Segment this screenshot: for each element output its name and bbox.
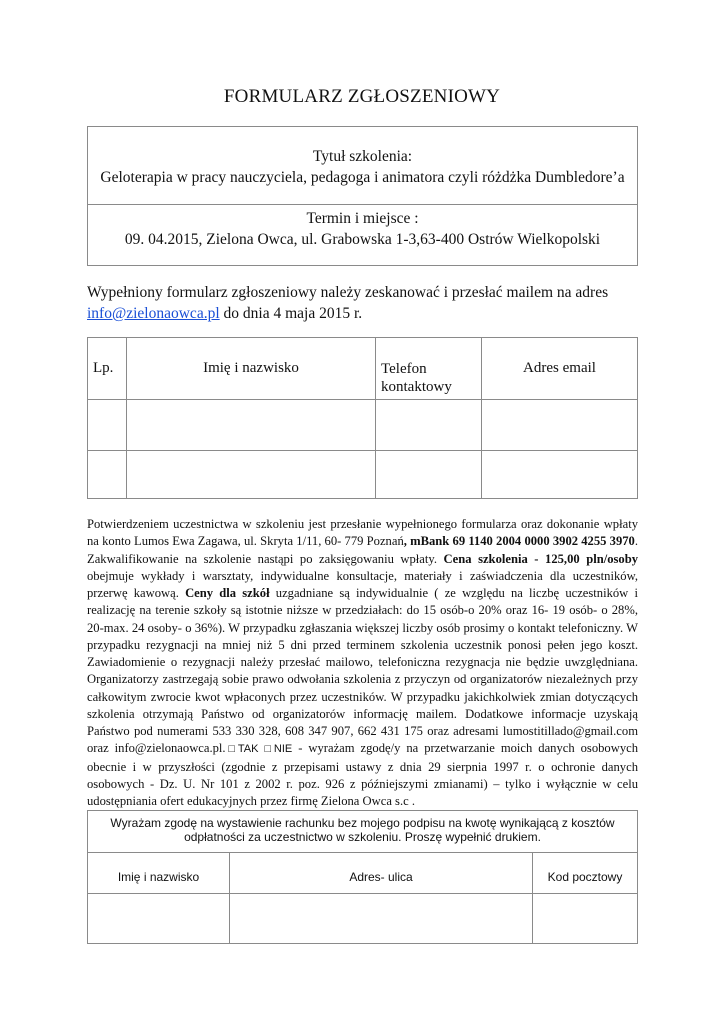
table-header-row <box>88 338 638 400</box>
terms-paragraph <box>87 516 638 810</box>
cell-phone[interactable] <box>376 451 482 499</box>
cell-email[interactable] <box>482 400 638 451</box>
email-link[interactable]: info@zielonaowca.pl <box>87 305 220 322</box>
table-row <box>88 451 638 499</box>
table-row <box>88 400 638 451</box>
training-price: Cena szkolenia - 125,00 pln/osoby <box>443 551 638 566</box>
term-value: 09. 04.2015, Zielona Owca, ul. Grabowska 1-3,63-400 Ostrów Wielkopolski <box>124 231 601 248</box>
invoice-cell-name[interactable] <box>88 894 230 944</box>
header-lp: Lp. <box>88 338 127 400</box>
training-name: Geloterapia w pracy nauczyciela, pedagoga i animatora czyli różdżka Dumbledore’a <box>100 169 625 186</box>
cell-lp[interactable] <box>88 451 127 499</box>
invoice-header-street: Adres- ulica <box>230 853 533 894</box>
terms-text-5: - wyrażam zgodę/y na przetwarzanie moich danych osobowych obecnie i w przyszłości (zgodnie z przepisami ustawy z dnia 29 sierpnia 1997 r. o ochronie danych osobowych - Dz. U. Nr 101 z 2002 r. poz. 926 z późniejszymi zmianami) – tylko i wyłącznie w celu udostępniania ofert edukacyjnych przez firmę Zielona Owca s.c . <box>87 741 638 808</box>
consent-yes-label: TAK <box>237 743 259 756</box>
training-label: Tytuł szkolenia: <box>312 148 413 165</box>
header-name: Imię i nazwisko <box>127 338 376 400</box>
cell-email[interactable] <box>482 451 638 499</box>
instruction-deadline: do dnia 4 maja 2015 r. <box>219 305 363 322</box>
cell-phone[interactable] <box>376 400 482 451</box>
consent-no-label: NIE <box>273 743 293 756</box>
header-phone: Telefon kontaktowy <box>376 338 482 400</box>
school-prices: Ceny dla szkół <box>185 586 270 600</box>
terms-text-2: . Zakwalifikowanie na szkolenie nastąpi po zaksięgowaniu wpłaty. <box>87 534 638 566</box>
training-info-box <box>87 126 638 266</box>
instruction-text: Wypełniony formularz zgłoszeniowy należy zeskanować i przesłać mailem na adres <box>87 284 609 301</box>
term-section <box>88 205 637 265</box>
terms-text-3: obejmuje wykłady i warsztaty, indywidualne konsultacje, materiały i zaświadczenia dla uczestników, przerwę kawową. <box>87 568 638 600</box>
invoice-consent: Wyrażam zgodę na wystawienie rachunku bez mojego podpisu na kwotę wynikającą z kosztów odpłatności za uczestnictwo w szkoleniu. Proszę wypełnić drukiem. <box>88 811 638 853</box>
terms-text-1: Potwierdzeniem uczestnictwa w szkoleniu jest przesłanie wypełnionego formularza oraz dokonanie wpłaty na konto Lumos Ewa Zagawa, ul. Skryta 1/11, 60- 779 Poznań <box>87 517 638 549</box>
page-title: FORMULARZ ZGŁOSZENIOWY <box>223 86 501 107</box>
term-label: Termin i miejsce : <box>306 210 419 227</box>
training-section <box>88 127 637 205</box>
invoice-header-row <box>88 853 638 894</box>
invoice-consent-row <box>88 811 638 853</box>
invoice-table <box>87 810 638 944</box>
invoice-cell-postal[interactable] <box>533 894 638 944</box>
cell-name[interactable] <box>127 400 376 451</box>
cell-name[interactable] <box>127 451 376 499</box>
invoice-cell-street[interactable] <box>230 894 533 944</box>
consent-no-checkbox[interactable]: □NIE <box>264 743 293 756</box>
registration-table <box>87 337 638 499</box>
invoice-header-postal: Kod pocztowy <box>533 853 638 894</box>
invoice-header-name: Imię i nazwisko <box>88 853 230 894</box>
consent-yes-checkbox[interactable]: □TAK <box>225 743 259 756</box>
cell-lp[interactable] <box>88 400 127 451</box>
table-row <box>88 894 638 944</box>
terms-text-4: uzgadniane są indywidualnie ( ze względu na liczbę uczestników i realizację na terenie szkoły są istotnie niższe w przedziałach: do 15 osób-o 20% oraz 16- 19 osób- o 28%, 20-max. 24 osoby- o 36%). W przypadku zgłaszania większej liczby osób prosimy o kontakt telefoniczny. W przypadku rezygnacji na mniej niż 5 dni przed terminem szkolenia uczestnik ponosi pełen jego koszt. Zawiadomienie o rezygnacji należy przesłać mailowo, telefoniczna rezygnacja nie będzie uwzględniana. Organizatorzy zastrzegają sobie prawo odwołania szkolenia z przyczyn od organizatorów niezależnych przy całkowitym zwrocie kwot wpłaconych przez uczestników. W przypadku jakichkolwiek zmian dotyczących szkolenia otrzymają Państwo od organizatorów informację mailem. Dodatkowe informacje uzyskają Państwo pod numerami 533 330 328, 608 347 907, 662 431 175 oraz adresami lumostitillado@gmail.com oraz info@zielonaowca.pl. <box>87 586 638 756</box>
instruction <box>87 282 647 324</box>
bank-account: , mBank 69 1140 2004 0000 3902 4255 3970 <box>403 534 635 549</box>
header-email: Adres email <box>482 338 638 400</box>
